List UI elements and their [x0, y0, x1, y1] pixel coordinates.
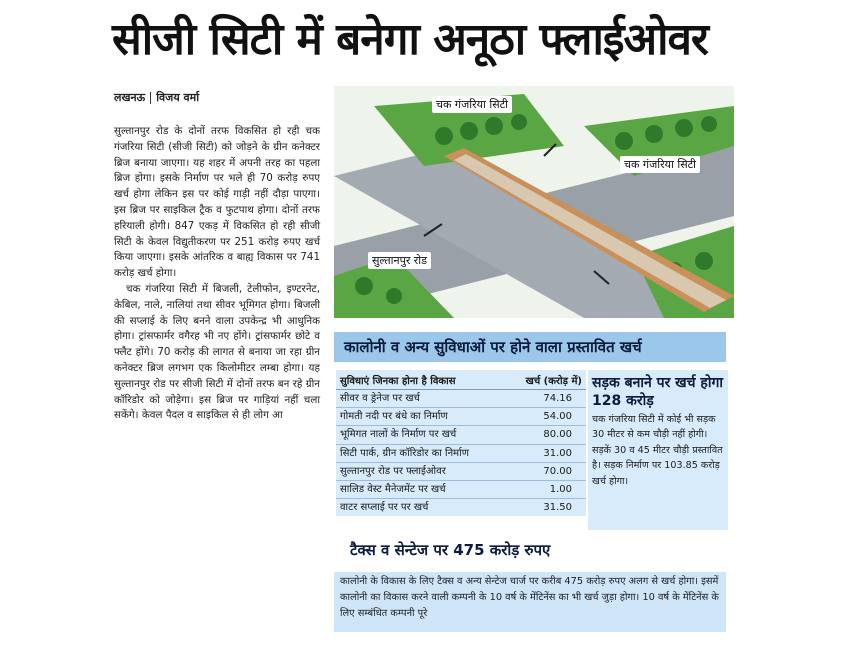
table-row — [336, 499, 586, 516]
headline: सीजी सिटी में बनेगा अनूठा फ्लाईओवर — [112, 14, 708, 65]
row-value: 74.16 — [543, 393, 572, 404]
row-item: सालिड वेस्ट मैनेजमेंट पर खर्च — [340, 484, 446, 496]
road-cost-box — [588, 370, 728, 530]
table-row — [336, 463, 586, 481]
table-row — [336, 481, 586, 499]
tax-text: कालोनी के विकास के लिए टैक्स व अन्य सेन्टेज चार्ज पर करीब 475 करोड़ रुपए अलग से खर्च होगा। इसमें कालोनी का विकास करने वाली कम्पनी के 10 वर्ष के मेंटिनेंस का भी खर्च जुड़ा होगा। 10 वर्ष के मेंटिनेंस के लिए सम्बंधित कम्पनी पूरे — [334, 572, 726, 632]
row-item: सिटी पार्क, ग्रीन कॉरिडोर का निर्माण — [340, 447, 469, 459]
cost-table — [336, 370, 586, 516]
row-item: भूमिगत नालों के निर्माण पर खर्च — [340, 429, 457, 441]
row-value: 31.50 — [543, 502, 572, 514]
table-row — [336, 408, 586, 426]
byline-separator — [150, 92, 151, 104]
table-row — [336, 426, 586, 444]
byline-author: विजय वर्मा — [156, 91, 200, 104]
row-value: 80.00 — [543, 429, 572, 441]
row-item: सुल्तानपुर रोड पर फ्लाईओवर — [340, 465, 446, 477]
byline-city: लखनऊ — [114, 91, 146, 104]
flyover-drawing — [334, 86, 734, 318]
road-cost-text: चक गंजरिया सिटी में कोई भी सड़क 30 मीटर से कम चौड़ी नहीं होगी। सड़कें 30 व 45 मीटर चौड़ी प्रस्तावित है। सड़क निर्माण पर 103.85 करोड़ खर्च होगा। — [592, 414, 723, 487]
article-paragraph: सुल्तानपुर रोड के दोनों तरफ विकसित हो रही चक गंजरिया सिटी (सीजी सिटी) को जोड़ने के ग्रीन कनेक्टर ब्रिज बनाया जाएगा। यह शहर में अपनी तरह का पहला ब्रिज होगा। इसके निर्माण पर भले ही 70 करोड़ रुपए खर्च होगा लेकिन इस पर कोई गाड़ी नहीं दौड़ा पाएगा। इस ब्रिज पर साइकिल ट्रैक व फुटपाथ होगा। दोनों तरफ हरियाली होगी। 847 एकड़ में विकसित हो रही सीजी सिटी के केवल विद्युतीकरण पर 251 करोड़ रुपए खर्च किया जाएगा। इसके आंतरिक व बाह्य विकास पर 741 करोड़ खर्च होगा। — [114, 125, 320, 280]
flyover-illustration — [334, 86, 734, 318]
row-value: 54.00 — [543, 411, 572, 423]
expense-band-title: कालोनी व अन्य सुविधाओं पर होने वाला प्रस्तावित खर्च — [334, 332, 726, 362]
row-value: 1.00 — [549, 484, 572, 496]
cost-table-header — [336, 370, 586, 390]
article-body — [114, 124, 320, 424]
byline — [114, 90, 199, 105]
row-item: सीवर व ड्रेनेज पर खर्च — [340, 393, 420, 404]
tax-heading: टैक्स व सेन्टेज पर 475 करोड़ रुपए — [350, 541, 551, 559]
row-value: 31.00 — [543, 447, 572, 459]
header-value: खर्च (करोड़ में) — [525, 376, 582, 387]
label-chak-ganjariya-top: चक गंजरिया सिटी — [432, 96, 512, 113]
table-row — [336, 445, 586, 463]
road-cost-title: सड़क बनाने पर खर्च होगा 128 करोड़ — [592, 375, 723, 409]
label-sultanpur-road: सुल्तानपुर रोड — [368, 252, 431, 269]
article-paragraph: चक गंजरिया सिटी में बिजली, टेलीफोन, इण्टरनेट, केबिल, नाले, नालियां तथा सीवर भूमिगत होगा। बिजली की सप्लाई के लिए बनने वाला उपकेन्द्र भी आधुनिक होगा। ट्रांसफार्मर वगैरह भी नए होंगे। ट्रांसफार्मर छोटे व फ्लैट होंगे। 70 करोड़ की लागत से बनाया जा रहा ग्रीन कनेक्टर ब्रिज लगभग एक किलोमीटर लम्बा होगा। यह सुल्तानपुर रोड पर सीजी सिटी में दोनों तरफ बन रहे ग्रीन कॉरिडोर को जोड़ेगा। इस ब्रिज पर गाड़ियां नहीं चला सकेंगे। केवल पैदल व साइकिल से ही लोग आ — [114, 282, 320, 422]
label-chak-ganjariya-right: चक गंजरिया सिटी — [620, 156, 700, 173]
header-item: सुविधाएं जिनका होना है विकास — [340, 376, 456, 387]
table-row — [336, 390, 586, 408]
row-item: गोमती नदी पर बंधे का निर्माण — [340, 411, 448, 423]
row-item: वाटर सप्लाई पर पर खर्च — [340, 502, 429, 514]
row-value: 70.00 — [543, 465, 572, 477]
